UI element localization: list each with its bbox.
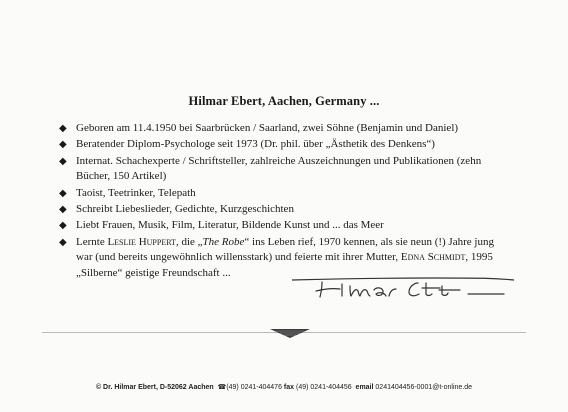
handwritten-signature [292,270,514,302]
list-item [59,218,513,233]
list-item [59,154,513,185]
triangle-ornament-icon [268,327,312,339]
footer-phone: (49) 0241-404476 [226,384,282,391]
footer-name: © Dr. Hilmar Ebert, D-52062 Aachen [95,384,214,391]
list-item-text: Schreibt Liebeslieder, Gedichte, Kurzgeschichten [76,203,294,216]
list-item [59,137,513,152]
footer-fax: (49) 0241-404456 [296,384,352,391]
document-title: Hilmar Ebert, Aachen, Germany ... [188,94,380,108]
diamond-bullet-icon: ◆ [59,139,67,151]
film-title: The Robe [202,235,245,248]
list-item [59,202,513,217]
footer-email[interactable]: 0241404456-0001@t-online.de [375,384,473,391]
person-name: Edna Schmidt [400,251,466,264]
diamond-bullet-icon: ◆ [59,187,67,199]
footer-fax-label: fax [283,384,295,391]
diamond-bullet-icon: ◆ [59,155,67,167]
list-item-text: Internat. Schachexperte / Schriftsteller, zahlreiche Auszeichnungen und Publikationen (zehn Bücher, 150 Artikel) [76,154,482,183]
list-item [59,121,513,136]
diamond-bullet-icon: ◆ [59,236,67,248]
diamond-bullet-icon: ◆ [59,123,67,134]
biography-list [59,121,513,282]
list-item [59,186,513,201]
list-item-text: Liebt Frauen, Musik, Film, Literatur, Bildende Kunst und ... das Meer [76,219,384,232]
person-name: Leslie Huppert [107,235,176,248]
footer-email-label: email [355,384,374,391]
list-item-text: Geboren am 11.4.1950 bei Saarbrücken / Saarland, zwei Söhne (Benjamin und Daniel) [76,122,459,134]
footer-contact [0,383,568,391]
diamond-bullet-icon: ◆ [59,204,67,216]
diamond-bullet-icon: ◆ [59,220,67,232]
list-item-text: Taoist, Teetrinker, Telepath [76,186,196,199]
telephone-icon: ☎ [217,384,227,391]
list-item-text: Beratender Diplom-Psychologe seit 1973 (Dr. phil. über „Ästhetik des Denkens“) [76,138,435,151]
list-item-text: Lernte Leslie Huppert, die „The Robe“ ins Leben rief, 1970 kennen, als sie neun (!) Jahre jung war (und bereits ungewöhnlich willensstark) und feierte mit ihrer Mutter, Edna Schmidt, 1995 „Silberne“ geistige Freundschaft ... [76,235,494,279]
